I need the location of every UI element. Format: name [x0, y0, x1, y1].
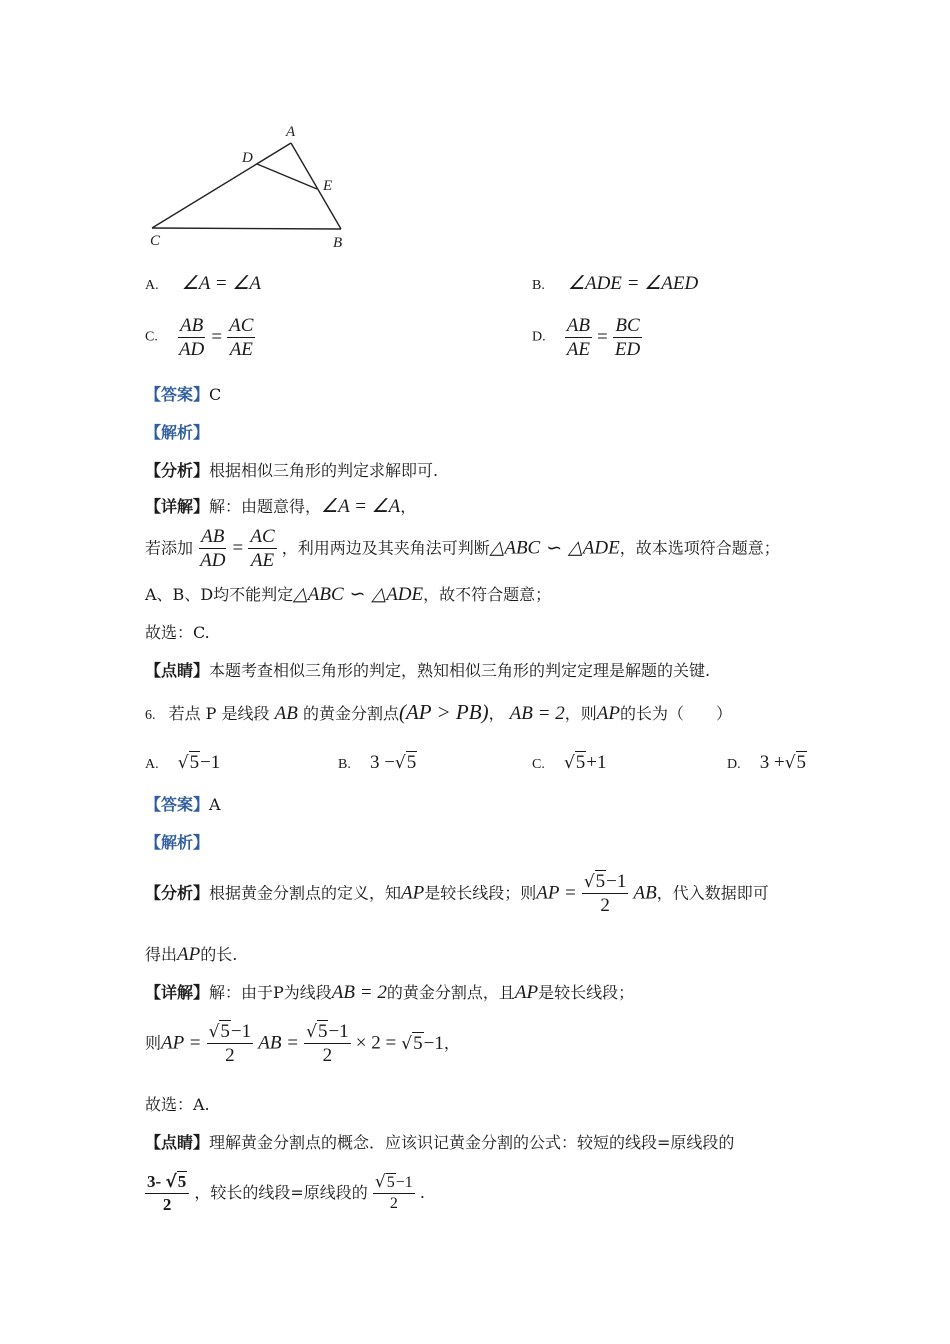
triangle-figure [140, 120, 360, 255]
q5-answer: 【答案】C [145, 385, 222, 404]
q5-abd: A、B、D均不能判定△ABC ∽ △ADE，故不符合题意； [145, 584, 552, 605]
q5-option-a: A. ∠A = ∠A [145, 273, 261, 294]
label-E: E [323, 178, 333, 194]
q6-option-a: A. √5−1 [145, 752, 221, 773]
q5-dianjing: 【点睛】本题考查相似三角形的判定，熟知相似三角形的判定定理是解题的关键. [145, 661, 711, 680]
segment-AB [291, 143, 341, 229]
q6-option-c: C. √5+1 [532, 752, 607, 773]
q6-fenxi: 【分析】根据黄金分割点的定义，知AP是较长线段；则AP = $\frac{√5-1}{2}$ AB，代入数据即可 [145, 871, 769, 916]
q5-jiexi-heading: 【解析】 [145, 423, 210, 442]
q6-guxuan: 故选：A. [145, 1095, 210, 1114]
q6-answer: 【答案】A [145, 795, 221, 814]
label-B: B [333, 235, 343, 251]
q5-fenxi: 【分析】根据相似三角形的判定求解即可. [145, 461, 439, 480]
q6-stem: 6. 若点 P 是线段 AB 的黄金分割点(AP > PB)， AB = 2，则AP的长为（ ） [145, 700, 732, 724]
label-A: A [286, 124, 296, 140]
segment-DE [257, 164, 317, 189]
label-C: C [150, 233, 161, 249]
q6-option-d: D. 3 +√5 [727, 752, 807, 773]
q5-xiangjie: 【详解】解：由题意得，∠A = ∠A， [145, 496, 417, 517]
q5-add-condition: 若添加 $\frac{AB}{AD}$ = $\frac{AC}{AE}$ ，利用两边及其夹角法可判断△ABC ∽ △ADE，故本选项符合题意； [145, 526, 780, 571]
q6-option-b: B. 3 −√5 [338, 752, 417, 773]
q5-option-d: D. $\frac{AB}{AE}$ = $\frac{BC}{ED}$ [532, 315, 641, 360]
q5-option-b: B. ∠ADE = ∠AED [532, 273, 699, 294]
q6-xiangjie: 【详解】解：由于P为线段AB = 2的黄金分割点，且AP是较长线段； [145, 982, 635, 1003]
q6-fenxi-cont: 得出AP的长. [145, 944, 238, 965]
label-D: D [242, 150, 253, 166]
q6-calc: 则AP = $\frac{√5-1}{2}$ AB = $\frac{√5-1}{2}$ × 2 = √5−1， [145, 1021, 460, 1066]
q6-jiexi-heading: 【解析】 [145, 833, 210, 852]
q6-dianjing: 【点睛】理解黄金分割点的概念．应该识记黄金分割的公式：较短的线段=原线段的 [145, 1133, 735, 1152]
q6-dianjing-formula: $\frac{3- √5}{2}$ ，较长的线段=原线段的 $\frac{√5-1}{2}$ . [147, 1172, 425, 1214]
q5-option-c: C. $\frac{AB}{AD}$ = $\frac{AC}{AE}$ [145, 315, 254, 360]
segment-CA [152, 143, 291, 228]
segment-CB [152, 228, 341, 229]
q5-guxuan: 故选：C. [145, 623, 210, 642]
